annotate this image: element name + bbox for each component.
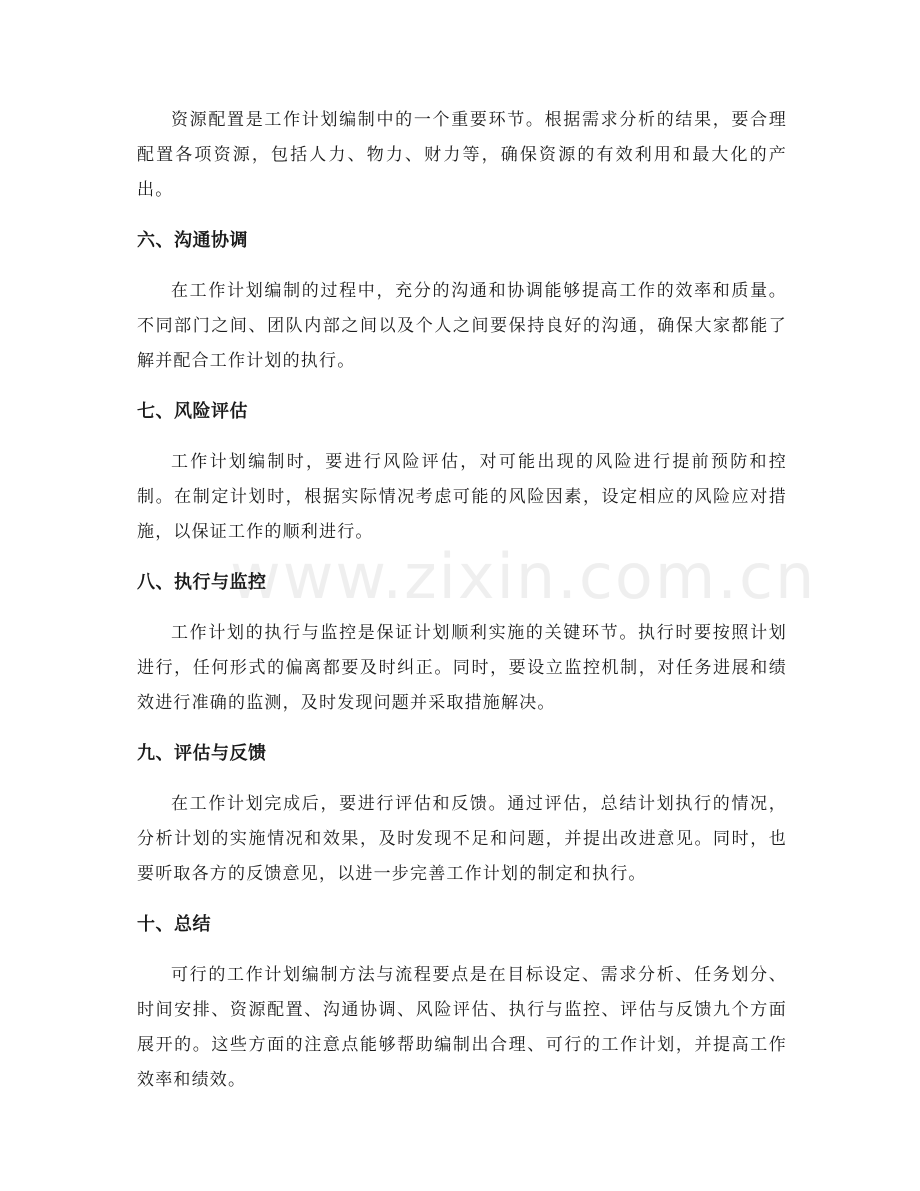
- paragraph-execution-monitoring: 工作计划的执行与监控是保证计划顺利实施的关键环节。执行时要按照计划进行，任何形式的偏离都要及时纠正。同时，要设立监控机制，对任务进展和绩效进行准确的监测，及时发现问题并采取措施解决。: [137, 623, 787, 713]
- heading-evaluation-feedback: 九、评估与反馈: [137, 743, 267, 764]
- heading-risk-assessment: 七、风险评估: [137, 401, 248, 422]
- paragraph-risk-assessment: 工作计划编制时，要进行风险评估，对可能出现的风险进行提前预防和控制。在制定计划时，根据实际情况考虑可能的风险因素，设定相应的风险应对措施，以保证工作的顺利进行。: [137, 452, 787, 542]
- heading-communication: 六、沟通协调: [137, 230, 248, 251]
- document-body: [137, 103, 787, 1098]
- paragraph-resource-allocation: 资源配置是工作计划编制中的一个重要环节。根据需求分析的结果，要合理配置各项资源，包括人力、物力、财力等，确保资源的有效利用和最大化的产出。: [137, 110, 787, 200]
- paragraph-summary: 可行的工作计划编制方法与流程要点是在目标设定、需求分析、任务划分、时间安排、资源配置、沟通协调、风险评估、执行与监控、评估与反馈九个方面展开的。这些方面的注意点能够帮助编制出合理、可行的工作计划，并提高工作效率和绩效。: [137, 965, 787, 1090]
- heading-summary: 十、总结: [137, 914, 211, 935]
- heading-execution-monitoring: 八、执行与监控: [137, 572, 267, 593]
- paragraph-communication: 在工作计划编制的过程中，充分的沟通和协调能够提高工作的效率和质量。不同部门之间、团队内部之间以及个人之间要保持良好的沟通，确保大家都能了解并配合工作计划的执行。: [137, 281, 787, 371]
- paragraph-evaluation-feedback: 在工作计划完成后，要进行评估和反馈。通过评估，总结计划执行的情况，分析计划的实施情况和效果，及时发现不足和问题，并提出改进意见。同时，也要听取各方的反馈意见，以进一步完善工作计划的制定和执行。: [137, 794, 787, 884]
- watermark: www.zixin.com.cn: [230, 540, 817, 613]
